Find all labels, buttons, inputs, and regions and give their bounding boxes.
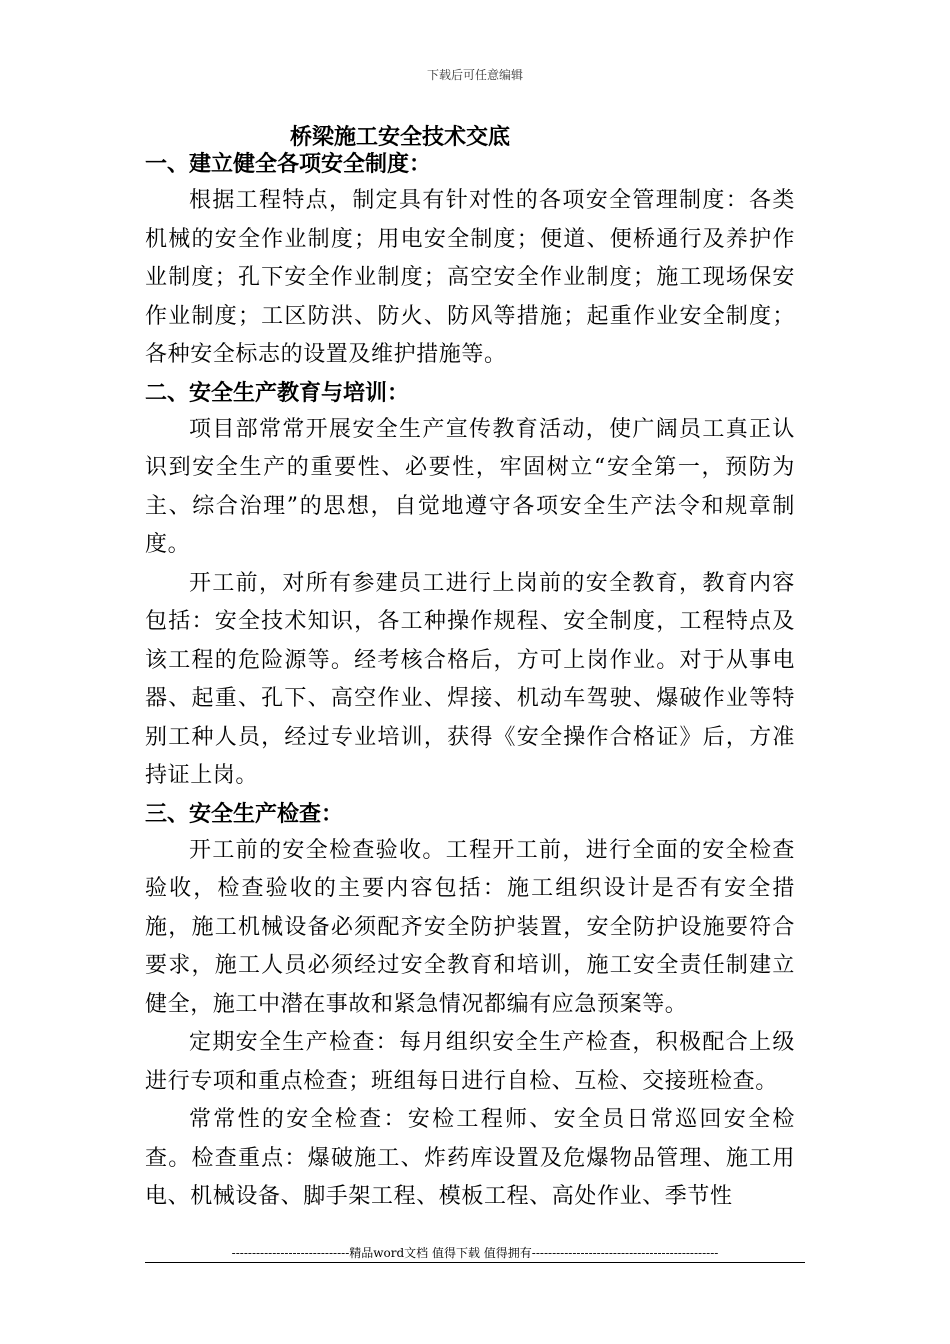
section-2-paragraph-1: 项目部常常开展安全生产宣传教育活动，使广阔员工真正认识到安全生产的重要性、必要性，牢固树立“安全第一，预防为主、综合治理”的思想，自觉地遵守各项安全生产法令和规章制度。: [145, 416, 795, 557]
section-heading-1: 一、建立健全各项安全制度：: [145, 151, 432, 177]
page-header-note: 下载后可任意编辑: [426, 68, 523, 82]
page-footer-text: -----------------------------精品word文档 值得下载 值得拥有----------------------------------------------: [231, 1246, 719, 1260]
document-body: [145, 146, 795, 1217]
section-2-paragraph-2: 开工前，对所有参建员工进行上岗前的安全教育，教育内容包括：安全技术知识，各工种操作规程、安全制度，工程特点及该工程的危险源等。经考核合格后，方可上岗作业。对于从事电器、起重、孔下、高空作业、焊接、机动车驾驶、爆破作业等特别工种人员，经过专业培训，获得《安全操作合格证》后，方准持证上岗。: [145, 570, 795, 788]
section-3-paragraph-1: 开工前的安全检查验收。工程开工前，进行全面的安全检查验收，检查验收的主要内容包括：施工组织设计是否有安全措施，施工机械设备必须配齐安全防护装置，安全防护设施要符合要求，施工人员必须经过安全教育和培训，施工安全责任制建立健全，施工中潜在事故和紧急情况都编有应急预案等。: [145, 837, 795, 1017]
section-heading-2: 二、安全生产教育与培训：: [145, 379, 410, 406]
document-title: 桥梁施工安全技术交底: [290, 124, 511, 150]
footer-divider: [145, 1262, 805, 1263]
section-1-paragraph-1: 根据工程特点，制定具有针对性的各项安全管理制度：各类机械的安全作业制度；用电安全制度；便道、便桥通行及养护作业制度；孔下安全作业制度；高空安全作业制度；施工现场保安作业制度；工区防洪、防火、防风等措施；起重作业安全制度；各种安全标志的设置及维护措施等。: [145, 188, 795, 367]
section-3-paragraph-3: 常常性的安全检查：安检工程师、安全员日常巡回安全检查。检查重点：爆破施工、炸药库设置及危爆物品管理、施工用电、机械设备、脚手架工程、模板工程、高处作业、季节性: [145, 1107, 795, 1209]
section-3-paragraph-2: 定期安全生产检查：每月组织安全生产检查，积极配合上级进行专项和重点检查；班组每日进行自检、互检、交接班检查。: [145, 1030, 795, 1094]
section-heading-3: 三、安全生产检查：: [145, 800, 344, 827]
